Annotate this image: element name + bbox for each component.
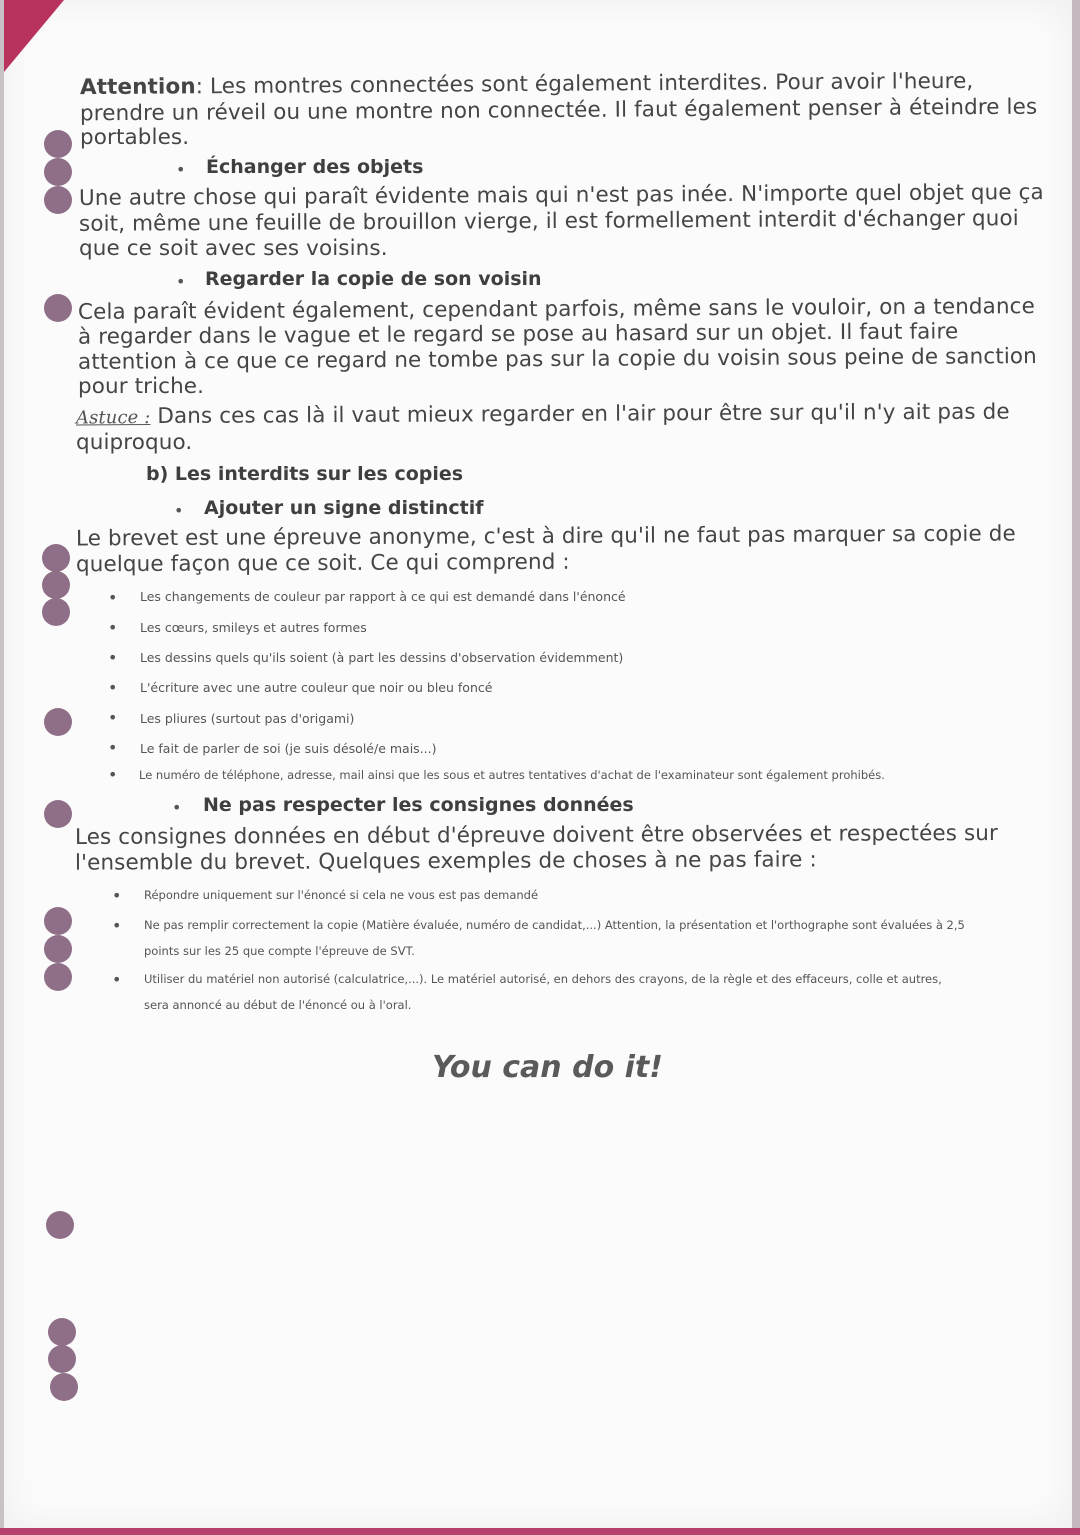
attention-line: portables. bbox=[80, 125, 190, 150]
bullet: • bbox=[108, 708, 118, 727]
exchange-line: Une autre chose qui paraît évidente mais qui n'est pas inée. N'importe quel objet que ça bbox=[78, 180, 1044, 211]
binder-hole bbox=[48, 1318, 76, 1346]
binder-hole bbox=[46, 1211, 74, 1239]
exchange-line: soit, même une feuille de brouillon vierge, il est formellement interdit d'échanger quoi bbox=[78, 206, 1019, 237]
closing-message: You can do it! bbox=[432, 1050, 663, 1085]
neighbour-line: pour triche. bbox=[78, 374, 205, 399]
bullet: • bbox=[108, 738, 118, 757]
binder-hole bbox=[44, 935, 72, 963]
list-item: Les cœurs, smileys et autres formes bbox=[140, 620, 367, 635]
bullet: • bbox=[108, 618, 118, 637]
bullet: • bbox=[108, 588, 118, 607]
binder-hole bbox=[50, 1373, 78, 1401]
binder-hole bbox=[42, 544, 70, 572]
list-item: Utiliser du matériel non autorisé (calculatrice,...). Le matériel autorisé, en dehors des crayons, de la règle et des effaceurs, colle et autres, bbox=[144, 972, 942, 986]
bullet: • bbox=[108, 648, 118, 667]
binder-hole bbox=[44, 800, 72, 828]
attention-line: prendre un réveil ou une montre non connectée. Il faut également penser à éteindre les bbox=[79, 94, 1038, 127]
page-edge-right bbox=[1072, 0, 1080, 1535]
binder-hole bbox=[44, 963, 72, 991]
neighbour-line: Cela paraît évident également, cependant parfois, même sans le vouloir, on a tendance bbox=[77, 294, 1035, 325]
list-item: Les dessins quels qu'ils soient (à part les dessins d'observation évidemment) bbox=[140, 650, 624, 665]
bullet: • bbox=[172, 798, 182, 817]
page-edge-bottom bbox=[0, 1528, 1080, 1535]
binder-hole bbox=[44, 294, 72, 322]
bullet: • bbox=[176, 272, 186, 291]
bullet: • bbox=[112, 886, 122, 905]
list-item: Le numéro de téléphone, adresse, mail ainsi que les sous et autres tentatives d'achat de l'examinateur sont également prohibés. bbox=[139, 768, 885, 782]
attention-label: Attention bbox=[79, 74, 196, 101]
rules-line: Les consignes données en début d'épreuve doivent être observées et respectées sur bbox=[74, 820, 998, 851]
binder-hole bbox=[44, 186, 72, 214]
bullet: • bbox=[112, 970, 122, 989]
binder-hole bbox=[48, 1345, 76, 1373]
neighbour-line: à regarder dans le vague et le regard se pose au hasard sur un objet. Il faut faire bbox=[77, 319, 959, 350]
exchange-line: que ce soit avec ses voisins. bbox=[79, 236, 388, 261]
binder-hole bbox=[42, 571, 70, 599]
rules-line: l'ensemble du brevet. Quelques exemples de choses à ne pas faire : bbox=[74, 847, 817, 876]
list-item-continued: sera annoncé au début de l'énoncé ou à l'oral. bbox=[144, 998, 412, 1012]
list-item-continued: points sur les 25 que compte l'épreuve de SVT. bbox=[144, 944, 415, 958]
list-item: Répondre uniquement sur l'énoncé si cela ne vous est pas demandé bbox=[144, 888, 539, 902]
bullet: • bbox=[174, 501, 184, 520]
binder-hole bbox=[42, 598, 70, 626]
binder-hole bbox=[44, 907, 72, 935]
neighbour-line: attention à ce que ce regard ne tombe pas sur la copie du voisin sous peine de sanction bbox=[77, 344, 1037, 375]
page-corner bbox=[4, 0, 64, 72]
list-item: L'écriture avec une autre couleur que noir ou bleu foncé bbox=[140, 680, 493, 695]
tip-label: Astuce : bbox=[75, 407, 151, 429]
notebook-page bbox=[4, 0, 1072, 1528]
neighbour-heading: Regarder la copie de son voisin bbox=[205, 268, 542, 290]
binder-hole bbox=[44, 708, 72, 736]
section-b-line: quelque façon que ce soit. Ce qui comprend : bbox=[75, 549, 570, 578]
list-item: Ne pas remplir correctement la copie (Matière évaluée, numéro de candidat,...) Attention, la présentation et l'orthographe sont évaluées à 2,5 bbox=[144, 918, 965, 932]
tip-line: Astuce : Dans ces cas là il vaut mieux regarder en l'air pour être sur qu'il n'y ait pas de bbox=[75, 399, 1010, 430]
bullet: • bbox=[108, 765, 118, 784]
rules-heading: Ne pas respecter les consignes données bbox=[203, 794, 634, 816]
binder-hole bbox=[44, 130, 72, 158]
tip-line: quiproquo. bbox=[76, 430, 193, 455]
list-item: Le fait de parler de soi (je suis désolé/e mais...) bbox=[140, 741, 437, 756]
bullet: • bbox=[176, 160, 186, 179]
distinctive-sign-heading: Ajouter un signe distinctif bbox=[204, 497, 484, 519]
list-item: Les pliures (surtout pas d'origami) bbox=[140, 711, 355, 726]
exchange-heading: Échanger des objets bbox=[206, 156, 424, 178]
section-b-line: Le brevet est une épreuve anonyme, c'est à dire qu'il ne faut pas marquer sa copie de bbox=[75, 521, 1016, 552]
attention-line: Attention: Les montres connectées sont également interdites. Pour avoir l'heure, bbox=[79, 68, 974, 101]
binder-hole bbox=[44, 158, 72, 186]
bullet: • bbox=[112, 916, 122, 935]
bullet: • bbox=[108, 678, 118, 697]
list-item: Les changements de couleur par rapport à ce qui est demandé dans l'énoncé bbox=[140, 589, 626, 604]
section-b-heading: b) Les interdits sur les copies bbox=[146, 463, 464, 485]
